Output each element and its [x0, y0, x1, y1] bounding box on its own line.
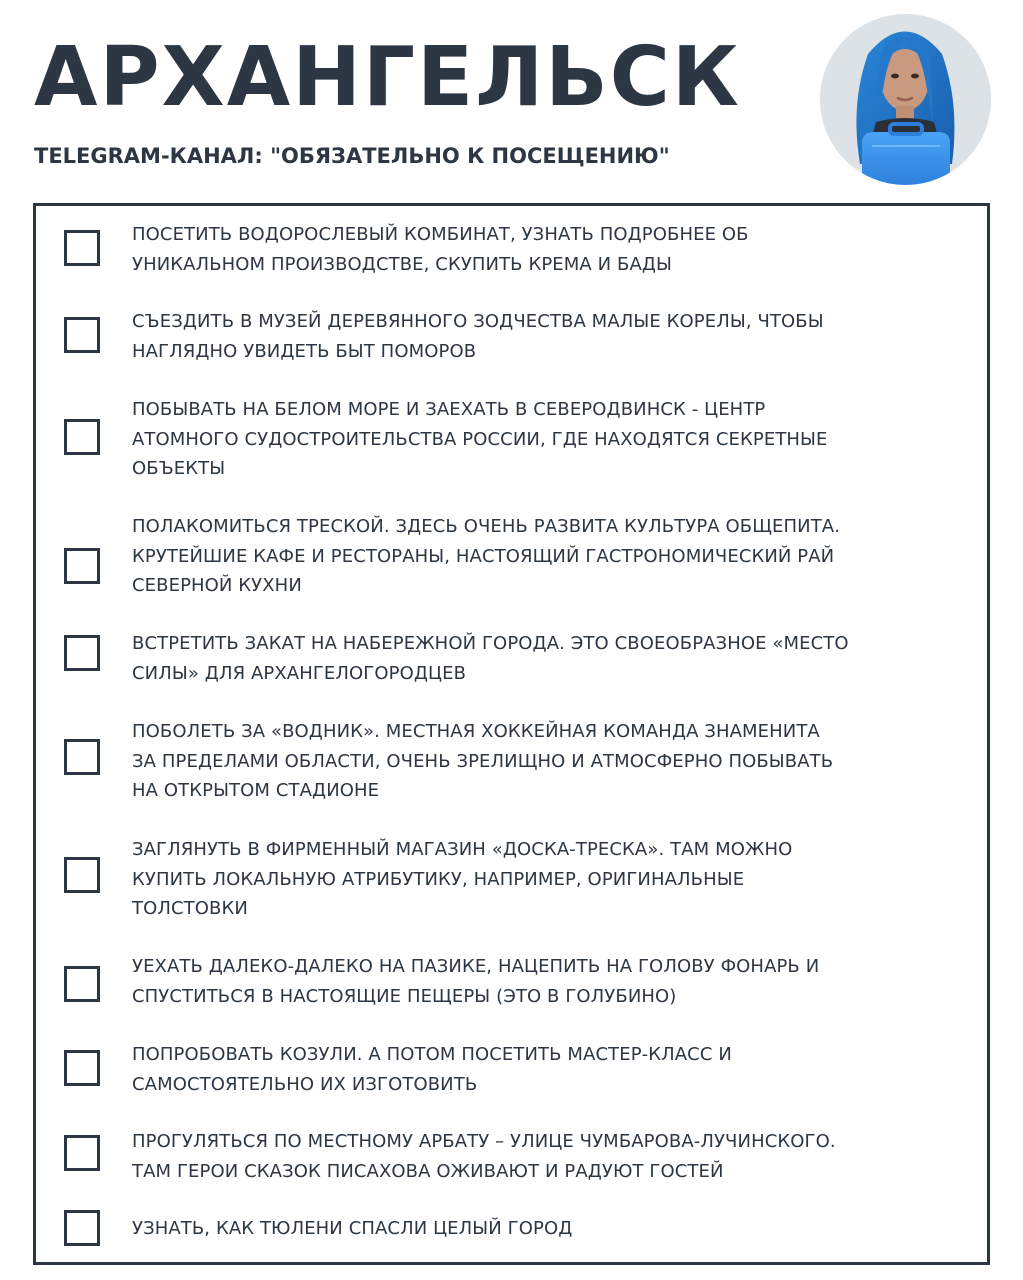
- item-text: ПРОГУЛЯТЬСЯ ПО МЕСТНОМУ АРБАТУ – УЛИЦЕ ЧУМБАРОВА-ЛУЧИНСКОГО. ТАМ ГЕРОИ СКАЗОК ПИСАХОВА ОЖИВАЮТ И РАДУЮТ ГОСТЕЙ: [132, 1131, 836, 1182]
- item-text: ПОПРОБОВАТЬ КОЗУЛИ. А ПОТОМ ПОСЕТИТЬ МАСТЕР-КЛАСС И САМОСТОЯТЕЛЬНО ИХ ИЗГОТОВИТЬ: [132, 1044, 732, 1095]
- checkbox[interactable]: [64, 419, 100, 455]
- checkbox[interactable]: [64, 1210, 100, 1246]
- checkbox[interactable]: [64, 635, 100, 671]
- item-text: ВСТРЕТИТЬ ЗАКАТ НА НАБЕРЕЖНОЙ ГОРОДА. ЭТО СВОЕОБРАЗНОЕ «МЕСТО СИЛЫ» ДЛЯ АРХАНГЕЛОГОРОДЦЕВ: [132, 633, 849, 684]
- checkbox[interactable]: [64, 966, 100, 1002]
- checkbox[interactable]: [64, 1135, 100, 1171]
- item-text: ПОБЫВАТЬ НА БЕЛОМ МОРЕ И ЗАЕХАТЬ В СЕВЕРОДВИНСК - ЦЕНТР АТОМНОГО СУДОСТРОИТЕЛЬСТВА РОССИИ, ГДЕ НАХОДЯТСЯ СЕКРЕТНЫЕ ОБЪЕКТЫ: [132, 399, 828, 479]
- checkbox[interactable]: [64, 1050, 100, 1086]
- item-text: ЗАГЛЯНУТЬ В ФИРМЕННЫЙ МАГАЗИН «ДОСКА-ТРЕСКА». ТАМ МОЖНО КУПИТЬ ЛОКАЛЬНУЮ АТРИБУТИКУ, НАПРИМЕР, ОРИГИНАЛЬНЫЕ ТОЛСТОВКИ: [132, 839, 793, 919]
- checkbox[interactable]: [64, 317, 100, 353]
- item-text: СЪЕЗДИТЬ В МУЗЕЙ ДЕРЕВЯННОГО ЗОДЧЕСТВА МАЛЫЕ КОРЕЛЫ, ЧТОБЫ НАГЛЯДНО УВИДЕТЬ БЫТ ПОМОРОВ: [132, 311, 824, 362]
- checklist: [33, 203, 990, 1265]
- avatar-portrait-icon: [820, 14, 991, 185]
- item-text: ПОБОЛЕТЬ ЗА «ВОДНИК». МЕСТНАЯ ХОККЕЙНАЯ КОМАНДА ЗНАМЕНИТА ЗА ПРЕДЕЛАМИ ОБЛАСТИ, ОЧЕНЬ ЗРЕЛИЩНО И АТМОСФЕРНО ПОБЫВАТЬ НА ОТКРЫТОМ СТАДИОНЕ: [132, 721, 834, 801]
- item-text: ПОЛАКОМИТЬСЯ ТРЕСКОЙ. ЗДЕСЬ ОЧЕНЬ РАЗВИТА КУЛЬТУРА ОБЩЕПИТА. КРУТЕЙШИЕ КАФЕ И РЕСТОРАНЫ, НАСТОЯЩИЙ ГАСТРОНОМИЧЕСКИЙ РАЙ СЕВЕРНОЙ КУХНИ: [132, 516, 841, 596]
- item-text: УЗНАТЬ, КАК ТЮЛЕНИ СПАСЛИ ЦЕЛЫЙ ГОРОД: [132, 1218, 573, 1239]
- avatar: [820, 14, 991, 185]
- item-text: ПОСЕТИТЬ ВОДОРОСЛЕВЫЙ КОМБИНАТ, УЗНАТЬ ПОДРОБНЕЕ ОБ УНИКАЛЬНОМ ПРОИЗВОДСТВЕ, СКУПИТЬ КРЕМА И БАДЫ: [132, 224, 749, 275]
- checkbox[interactable]: [64, 857, 100, 893]
- page-title: АРХАНГЕЛЬСК: [34, 30, 741, 125]
- checkbox[interactable]: [64, 739, 100, 775]
- checkbox[interactable]: [64, 230, 100, 266]
- checkbox[interactable]: [64, 548, 100, 584]
- item-text: УЕХАТЬ ДАЛЕКО-ДАЛЕКО НА ПАЗИКЕ, НАЦЕПИТЬ НА ГОЛОВУ ФОНАРЬ И СПУСТИТЬСЯ В НАСТОЯЩИЕ ПЕЩЕРЫ (ЭТО В ГОЛУБИНО): [132, 956, 820, 1007]
- channel-subtitle: TELEGRAM-КАНАЛ: "ОБЯЗАТЕЛЬНО К ПОСЕЩЕНИЮ": [34, 144, 670, 168]
